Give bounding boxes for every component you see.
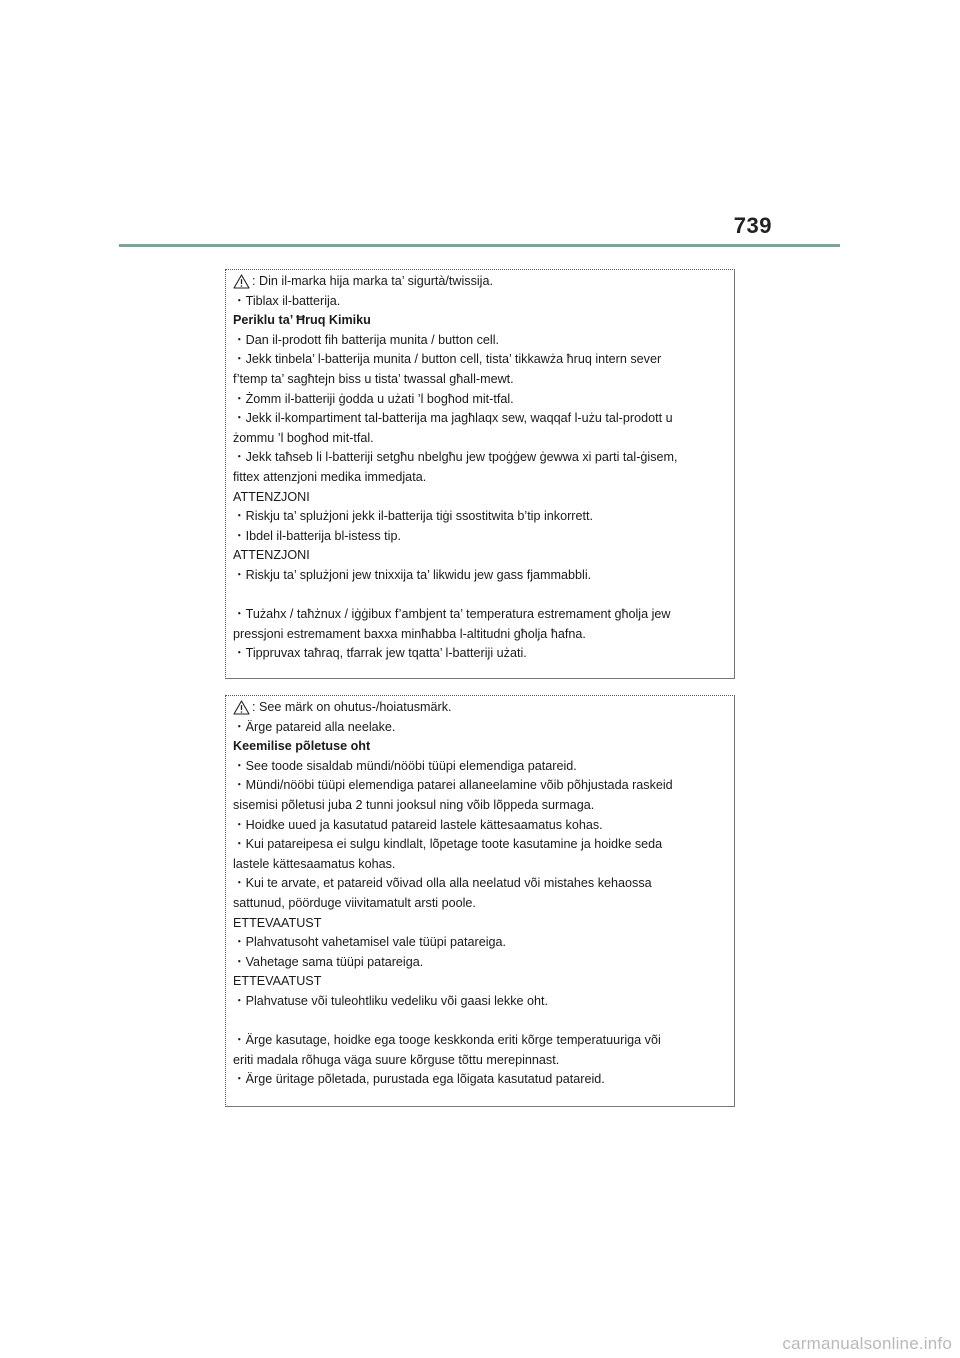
text-line: ・Mündi/nööbi tüüpi elemendiga patarei allaneelamine võib põhjustada raskeid xyxy=(233,778,673,793)
text-line: ・See toode sisaldab mündi/nööbi tüüpi elemendiga patareid. xyxy=(233,758,577,773)
text-line: ETTEVAATUST xyxy=(233,915,322,930)
text-line: fittex attenzjoni medika immedjata. xyxy=(233,469,427,484)
text-line: ATTENZJONI xyxy=(233,489,310,504)
warning-box-maltese xyxy=(225,269,735,679)
warning-symbol-line xyxy=(233,272,727,292)
text-line: Periklu ta’ Ħruq Kimiku xyxy=(233,313,371,328)
warning-triangle-icon xyxy=(233,700,250,715)
warning-symbol-text: : Din il-marka hija marka ta’ sigurtà/twissija. xyxy=(252,274,493,288)
text-line: ・Plahvatuse või tuleohtliku vedeliku või gaasi lekke oht. xyxy=(233,993,549,1008)
header-rule xyxy=(119,244,840,247)
text-line: ・Riskju ta’ splużjoni jekk il-batterija tiġi ssostitwita b’tip inkorrett. xyxy=(233,509,593,524)
text-line: ・Ärge kasutage, hoidke ega tooge keskkonda eriti kõrge temperatuuriga või xyxy=(233,1033,661,1048)
page-number: 739 xyxy=(733,213,772,238)
text-line: ・Jekk il-kompartiment tal-batterija ma jagħlaqx sew, waqqaf l-użu tal-prodott u xyxy=(233,411,673,426)
text-line: ・Kui te arvate, et patareid võivad olla alla neelatud või mistahes kehaossa xyxy=(233,876,652,891)
warning-box-estonian xyxy=(225,695,735,1107)
text-line: ・Kui patareipesa ei sulgu kindlalt, lõpetage toote kasutamine ja hoidke seda xyxy=(233,837,663,852)
text-line: ・Plahvatusoht vahetamisel vale tüüpi patareiga. xyxy=(233,935,507,950)
text-line: ・Ibdel il-batterija bl-istess tip. xyxy=(233,528,401,543)
warning-triangle-icon xyxy=(233,274,250,289)
text-line: f’temp ta’ sagħtejn biss u tista’ twassal għall-mewt. xyxy=(233,371,514,386)
text-line: ・Tużahx / taħżnux / iġġibux f’ambjent ta’ temperatura estremament għolja jew xyxy=(233,607,671,622)
text-line: eriti madala rõhuga väga suure kõrguse tõttu merepinnast. xyxy=(233,1052,560,1067)
text-line: ・Tippruvax taħraq, tfarrak jew tqatta’ l-batteriji użati. xyxy=(233,646,527,661)
text-line: żommu ’l bogħod mit-tfal. xyxy=(233,430,374,445)
text-line: ・Hoidke uued ja kasutatud patareid lastele kättesaamatus kohas. xyxy=(233,817,603,832)
text-line: sisemisi põletusi juba 2 tunni jooksul ning võib lõppeda surmaga. xyxy=(233,797,595,812)
text-line: ・Vahetage sama tüüpi patareiga. xyxy=(233,954,424,969)
watermark: carmanualsonline.info xyxy=(782,1334,952,1353)
text-line: Keemilise põletuse oht xyxy=(233,739,371,754)
text-line: ・Jekk taħseb li l-batteriji setgħu nbelgħu jew tpoġġew ġewwa xi parti tal-ġisem, xyxy=(233,450,678,465)
text-line: ETTEVAATUST xyxy=(233,974,322,989)
text-line: ・Dan il-prodott fih batterija munita / button cell. xyxy=(233,332,499,347)
blank-line xyxy=(233,1012,727,1032)
text-line: pressjoni estremament baxxa minħabba l-altitudni għolja ħafna. xyxy=(233,626,586,641)
text-line: ・Jekk tinbela’ l-batterija munita / button cell, tista’ tikkawża ħruq intern sever xyxy=(233,352,662,367)
warning-symbol-line xyxy=(233,698,727,718)
text-line: ・Żomm il-batteriji ġodda u użati ’l bogħod mit-tfal. xyxy=(233,391,514,406)
text-line: lastele kättesaamatus kohas. xyxy=(233,856,396,871)
warning-symbol-text: : See märk on ohutus-/hoiatusmärk. xyxy=(252,700,452,714)
text-line: ・Tiblax il-batterija. xyxy=(233,293,341,308)
text-line: ATTENZJONI xyxy=(233,548,310,563)
text-line: ・Riskju ta’ splużjoni jew tnixxija ta’ likwidu jew gass fjammabbli. xyxy=(233,567,592,582)
text-line: sattunud, pöörduge viivitamatult arsti poole. xyxy=(233,895,476,910)
blank-line xyxy=(233,586,727,606)
text-line: ・Ärge üritage põletada, purustada ega lõigata kasutatud patareid. xyxy=(233,1072,605,1087)
text-line: ・Ärge patareid alla neelake. xyxy=(233,719,396,734)
